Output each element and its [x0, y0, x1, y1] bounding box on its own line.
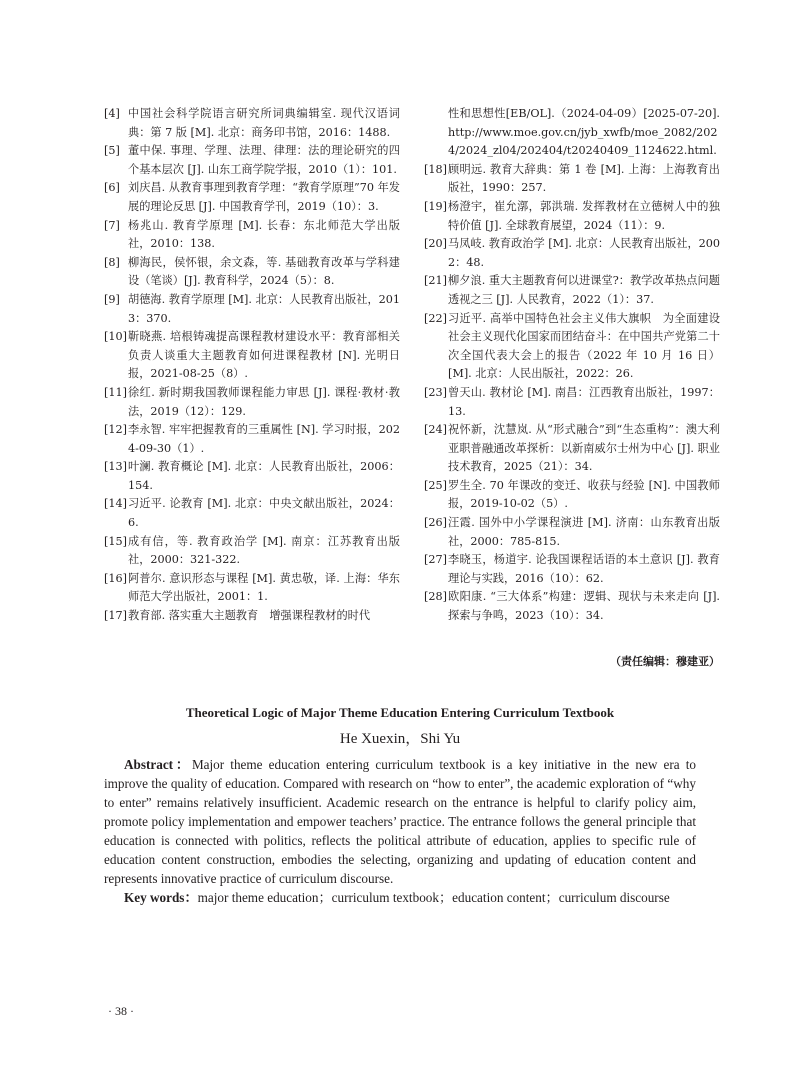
reference-number: [21]	[424, 274, 447, 288]
reference-number: [23]	[424, 385, 447, 399]
reference-number: [17]	[104, 609, 127, 623]
reference-text: 董中保. 事理、学理、法理、律理：法的理论研究的四个基本层次 [J]. 山东工商学院学报，2010（1）：101.	[128, 144, 400, 176]
reference-item	[424, 161, 720, 198]
reference-item	[424, 105, 720, 161]
reference-item	[104, 384, 400, 421]
reference-number: [8]	[104, 255, 120, 269]
reference-number: [11]	[104, 385, 127, 399]
reference-item	[104, 495, 400, 532]
reference-item	[104, 291, 400, 328]
reference-number: [9]	[104, 292, 120, 306]
reference-number: [22]	[424, 311, 447, 325]
reference-number: [20]	[424, 237, 447, 251]
reference-item	[104, 254, 400, 291]
reference-item	[424, 384, 720, 421]
reference-item	[424, 514, 720, 551]
abstract-text: Major theme education entering curriculum textbook is a key initiative in the new era to improve the quality of education. Compared with research on “how to enter”, the academic exploration of “why to enter” remains relatively insufficient. Academic research on the entrance is helpful to clarify policy aim, promote policy implementation and empower teachers’ practice. The entrance follows the general principle that education is connected with politics, reflects the political attribute of education, applies to specific rule of education content construction, embodies the selecting, organizing and updating of education content and represents innovative practice of curriculum discourse.	[104, 756, 696, 886]
keywords-label: Key words：	[124, 889, 198, 905]
reference-text: 李永智. 牢牢把握教育的三重属性 [N]. 学习时报，2024-09-30（1）.	[128, 423, 400, 455]
reference-item	[424, 198, 720, 235]
reference-text: 柳海民，侯怀银，余文森，等. 基础教育改革与学科建设（笔谈）[J]. 教育科学，2024（5）：8.	[128, 255, 400, 288]
abstract-label: Abstract：	[124, 756, 192, 772]
reference-number: [7]	[104, 218, 120, 232]
reference-text: 成有信，等. 教育政治学 [M]. 南京：江苏教育出版社，2000：321-322.	[128, 534, 400, 567]
reference-item	[104, 421, 400, 458]
reference-number: [14]	[104, 497, 127, 511]
reference-item	[104, 105, 400, 142]
reference-text: 汪霞. 国外中小学课程演进 [M]. 济南：山东教育出版社，2000：785-815.	[448, 516, 720, 548]
reference-number: [27]	[424, 553, 447, 567]
reference-text: 叶澜. 教育概论 [M]. 北京：人民教育出版社，2006：154.	[128, 460, 400, 492]
reference-text: 曾天山. 教材论 [M]. 南昌：江西教育出版社，1997：13.	[448, 385, 720, 418]
reference-item	[424, 588, 720, 625]
page-number: · 38 ·	[108, 1003, 134, 1018]
reference-text: 胡德海. 教育学原理 [M]. 北京：人民教育出版社，2013：370.	[128, 292, 400, 325]
reference-item	[424, 235, 720, 272]
reference-text: 李晓玉，杨道宇. 论我国课程话语的本土意识 [J]. 教育理论与实践，2016（10）：62.	[448, 553, 720, 585]
reference-text: 马凤岐. 教育政治学 [M]. 北京：人民教育出版社，2002：48.	[448, 237, 720, 269]
reference-number: [18]	[424, 162, 447, 176]
references-right-column-wrap	[424, 105, 720, 670]
reference-item	[104, 570, 400, 607]
reference-item	[424, 272, 720, 309]
reference-item	[104, 217, 400, 254]
references-left-column	[104, 105, 400, 670]
reference-text: 性和思想性[EB/OL].（2024-04-09）[2025-07-20]. http://www.moe.gov.cn/jyb_xwfb/moe_2082/2024/2024_zl04/202404/t20240409_1124622.html.	[448, 107, 720, 158]
reference-number: [19]	[424, 199, 447, 213]
english-abstract	[104, 755, 696, 888]
reference-number: [26]	[424, 516, 447, 530]
english-title: Theoretical Logic of Major Theme Education Entering Curriculum Textbook	[185, 704, 615, 720]
reference-text: 刘庆昌. 从教育事理到教育学理：“教育学原理”70 年发展的理论反思 [J]. 中国教育学刊，2019（10）：3.	[128, 181, 400, 213]
reference-item	[424, 477, 720, 514]
reference-number: [10]	[104, 330, 127, 344]
reference-text: 祝怀新，沈慧岚. 从“形式融合”到“生态重构”：澳大利亚职普融通改革探析：以新南威尔士州为中心 [J]. 职业技术教育，2025（21）：34.	[448, 423, 720, 474]
reference-text: 教育部. 落实重大主题教育 增强课程教材的时代	[128, 609, 371, 623]
reference-number: [16]	[104, 571, 127, 585]
reference-text: 阿普尔. 意识形态与课程 [M]. 黄忠敬，译. 上海：华东师范大学出版社，2001：1.	[128, 571, 400, 604]
reference-number: [13]	[104, 460, 127, 474]
reference-text: 顾明远. 教育大辞典：第 1 卷 [M]. 上海：上海教育出版社，1990：257.	[448, 162, 720, 195]
reference-number: [28]	[424, 590, 447, 604]
reference-number: [5]	[104, 144, 120, 158]
reference-text: 杨澄宇，崔允漷，郭洪瑞. 发挥教材在立德树人中的独特价值 [J]. 全球教育展望，2024（11）：9.	[448, 199, 720, 232]
reference-text: 习近平. 高举中国特色社会主义伟大旗帜 为全面建设社会主义现代化国家而团结奋斗：在中国共产党第二十次全国代表大会上的报告（2022 年 10 月 16 日）[M]. 北京：人民出版社，2022：26.	[448, 311, 720, 381]
reference-item	[104, 458, 400, 495]
reference-text: 柳夕浪. 重大主题教育何以进课堂?：教学改革热点问题透视之三 [J]. 人民教育，2022（1）：37.	[448, 274, 720, 306]
reference-item	[104, 179, 400, 216]
references-right-column	[424, 105, 720, 626]
reference-text: 习近平. 论教育 [M]. 北京：中央文献出版社，2024：6.	[128, 497, 400, 530]
reference-text: 徐红. 新时期我国教师课程能力审思 [J]. 课程·教材·教法，2019（12）：129.	[128, 385, 400, 418]
reference-text: 靳晓燕. 培根铸魂提高课程教材建设水平：教育部相关负责人谈重大主题教育如何进课程教材 [N]. 光明日报，2021-08-25（8）.	[128, 330, 400, 381]
references-columns	[104, 105, 720, 670]
english-authors: He Xuexin，Shi Yu	[339, 730, 461, 747]
reference-item	[104, 607, 400, 626]
reference-text: 中国社会科学院语言研究所词典编辑室. 现代汉语词典：第 7 版 [M]. 北京：商务印书馆，2016：1488.	[128, 107, 400, 139]
english-keywords	[104, 888, 696, 907]
reference-text: 罗生全. 70 年课改的变迁、收获与经验 [N]. 中国教师报，2019-10-02（5）.	[448, 478, 720, 511]
editor-note: （责任编辑：穆建亚）	[610, 654, 720, 668]
reference-number: [25]	[424, 478, 447, 492]
reference-item	[424, 421, 720, 477]
reference-number: [15]	[104, 534, 127, 548]
keywords-text: major theme education；curriculum textbook；education content；curriculum discourse	[197, 889, 670, 905]
reference-number: [24]	[424, 423, 447, 437]
reference-item	[424, 551, 720, 588]
reference-item	[104, 142, 400, 179]
reference-text: 杨兆山. 教育学原理 [M]. 长春：东北师范大学出版社，2010：138.	[128, 218, 400, 251]
reference-item	[424, 310, 720, 384]
reference-number: [4]	[104, 107, 120, 120]
reference-text: 欧阳康. “三大体系”构建：逻辑、现状与未来走向 [J]. 探索与争鸣，2023（10）：34.	[448, 590, 720, 623]
reference-item	[104, 328, 400, 384]
english-section	[0, 704, 800, 907]
reference-number: [12]	[104, 423, 127, 437]
reference-number: [6]	[104, 181, 120, 195]
reference-item	[104, 533, 400, 570]
